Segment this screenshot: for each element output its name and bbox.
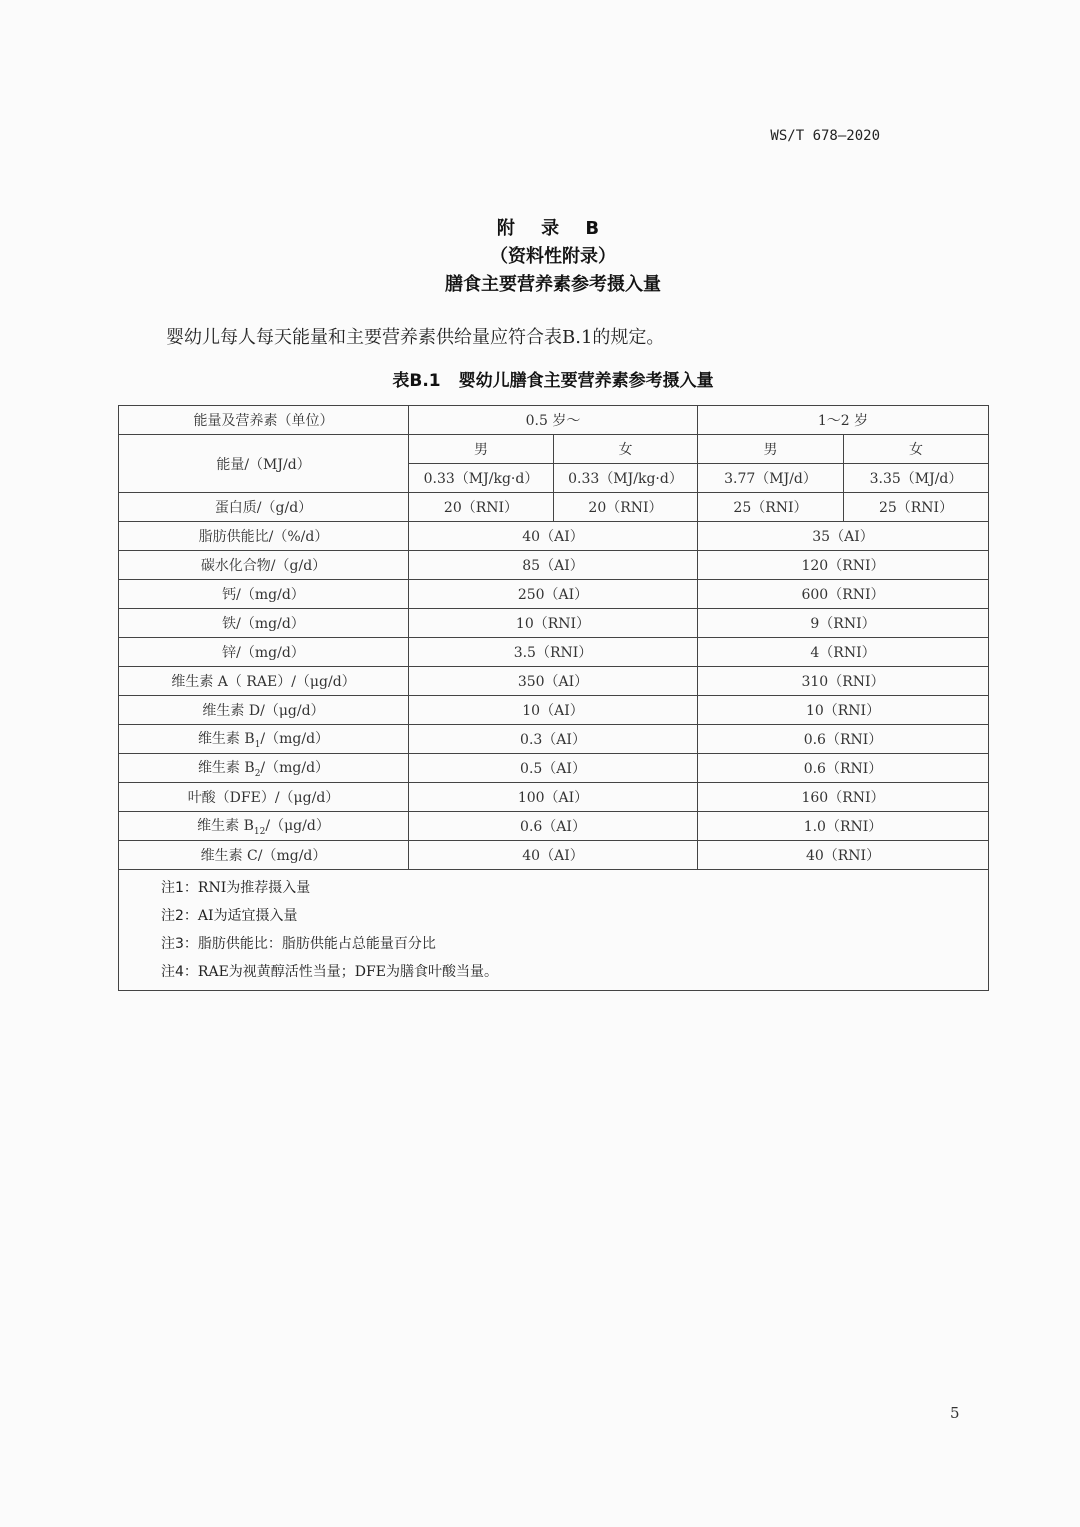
nutrient-row [119, 696, 989, 725]
energy-value: 3.77（MJ/d） [698, 464, 844, 493]
nutrient-value-1-2y: 310（RNI） [698, 667, 989, 696]
energy-label: 能量/（MJ/d） [119, 435, 409, 493]
nutrient-value-0.5y: 0.6（AI） [409, 812, 698, 841]
nutrient-label: 铁/（mg/d） [119, 609, 409, 638]
age-group-header: 1～2 岁 [698, 406, 989, 435]
table-number: 表B.1 [392, 371, 441, 391]
subscript: 2 [254, 768, 261, 779]
note-item [161, 958, 988, 986]
nutrient-value-1-2y: 9（RNI） [698, 609, 989, 638]
nutrient-row [119, 812, 989, 841]
nutrient-label [119, 754, 409, 783]
note-key: 注4： [161, 964, 198, 980]
header-row [119, 406, 989, 435]
nutrient-value-1-2y: 35（AI） [698, 522, 989, 551]
note-item [161, 930, 988, 958]
page-number: 5 [950, 1404, 960, 1422]
nutrient-value-0.5y: 10（AI） [409, 696, 698, 725]
note-item [161, 902, 988, 930]
protein-label: 蛋白质/（g/d） [119, 493, 409, 522]
note-key: 注1： [161, 880, 198, 896]
nutrient-value-1-2y: 4（RNI） [698, 638, 989, 667]
energy-value: 0.33（MJ/kg·d） [554, 464, 698, 493]
nutrient-value-0.5y: 10（RNI） [409, 609, 698, 638]
nutrient-label: 维生素 D/（μg/d） [119, 696, 409, 725]
nutrient-label: 钙/（mg/d） [119, 580, 409, 609]
nutrient-label: 碳水化合物/（g/d） [119, 551, 409, 580]
sex-header: 男 [698, 435, 844, 464]
subscript: 12 [253, 826, 266, 837]
nutrient-value-1-2y: 40（RNI） [698, 841, 989, 870]
notes-row [119, 870, 989, 991]
nutrient-label [119, 725, 409, 754]
sex-header: 女 [554, 435, 698, 464]
protein-value: 20（RNI） [409, 493, 554, 522]
nutrient-value-1-2y: 600（RNI） [698, 580, 989, 609]
note-key: 注2： [161, 908, 198, 924]
nutrient-label: 锌/（mg/d） [119, 638, 409, 667]
nutrient-value-0.5y: 0.5（AI） [409, 754, 698, 783]
nutrient-row [119, 841, 989, 870]
note-text: 脂肪供能比：脂肪供能占总能量百分比 [197, 936, 436, 952]
nutrient-value-1-2y: 1.0（RNI） [698, 812, 989, 841]
protein-value: 25（RNI） [698, 493, 844, 522]
nutrient-value-1-2y: 160（RNI） [698, 783, 989, 812]
note-text: AI为适宜摄入量 [197, 908, 298, 924]
nutrient-value-0.5y: 40（AI） [409, 522, 698, 551]
nutrient-value-0.5y: 3.5（RNI） [409, 638, 698, 667]
nutrient-value-0.5y: 85（AI） [409, 551, 698, 580]
table-caption [0, 366, 1080, 391]
sex-header: 女 [844, 435, 989, 464]
energy-value: 3.35（MJ/d） [844, 464, 989, 493]
note-key: 注3： [161, 936, 198, 952]
nutrient-row [119, 667, 989, 696]
nutrient-value-0.5y: 0.3（AI） [409, 725, 698, 754]
energy-value: 0.33（MJ/kg·d） [409, 464, 554, 493]
nutrient-unit: /（mg/d） [260, 731, 330, 748]
nutrient-row [119, 638, 989, 667]
sex-header: 男 [409, 435, 554, 464]
nutrient-value-1-2y: 0.6（RNI） [698, 725, 989, 754]
nutrient-row [119, 551, 989, 580]
nutrient-value-0.5y: 40（AI） [409, 841, 698, 870]
protein-value: 25（RNI） [844, 493, 989, 522]
nutrient-row [119, 609, 989, 638]
nutrient-label [119, 812, 409, 841]
nutrient-label: 叶酸（DFE）/（μg/d） [119, 783, 409, 812]
nutrient-value-0.5y: 100（AI） [409, 783, 698, 812]
note-text: RAE为视黄醇活性当量；DFE为膳食叶酸当量。 [197, 964, 498, 980]
nutrient-name: 维生素 B [197, 760, 255, 777]
nutrient-row [119, 580, 989, 609]
nutrient-label: 维生素 A（ RAE）/（μg/d） [119, 667, 409, 696]
nutrient-value-1-2y: 0.6（RNI） [698, 754, 989, 783]
column-header-nutrient: 能量及营养素（单位） [119, 406, 409, 435]
nutrient-row [119, 522, 989, 551]
note-item [161, 874, 988, 902]
nutrient-unit: /（μg/d） [265, 818, 330, 835]
protein-row [119, 493, 989, 522]
subscript: 1 [254, 739, 261, 750]
nutrient-value-0.5y: 250（AI） [409, 580, 698, 609]
nutrient-value-1-2y: 10（RNI） [698, 696, 989, 725]
nutrient-label: 维生素 C/（mg/d） [119, 841, 409, 870]
table-notes [119, 870, 989, 991]
intro-paragraph: 婴幼儿每人每天能量和主要营养素供给量应符合表B.1的规定。 [166, 327, 665, 348]
sex-row [119, 435, 989, 464]
nutrient-label: 脂肪供能比/（%/d） [119, 522, 409, 551]
protein-value: 20（RNI） [554, 493, 698, 522]
standard-code: WS/T 678—2020 [770, 128, 880, 144]
note-text: RNI为推荐摄入量 [197, 880, 311, 896]
nutrient-row [119, 783, 989, 812]
appendix-label: 附 录 B [496, 218, 610, 239]
nutrient-row [119, 754, 989, 783]
nutrient-table [118, 405, 989, 991]
age-group-header: 0.5 岁～ [409, 406, 698, 435]
appendix-title: 膳食主要营养素参考摄入量 [445, 274, 661, 295]
nutrient-unit: /（mg/d） [260, 760, 330, 777]
table-title: 婴幼儿膳食主要营养素参考摄入量 [458, 371, 714, 391]
nutrient-value-0.5y: 350（AI） [409, 667, 698, 696]
nutrient-name: 维生素 B [197, 731, 255, 748]
nutrient-value-1-2y: 120（RNI） [698, 551, 989, 580]
appendix-nature: （资料性附录） [490, 246, 616, 267]
nutrient-row [119, 725, 989, 754]
nutrient-name: 维生素 B [197, 818, 254, 835]
